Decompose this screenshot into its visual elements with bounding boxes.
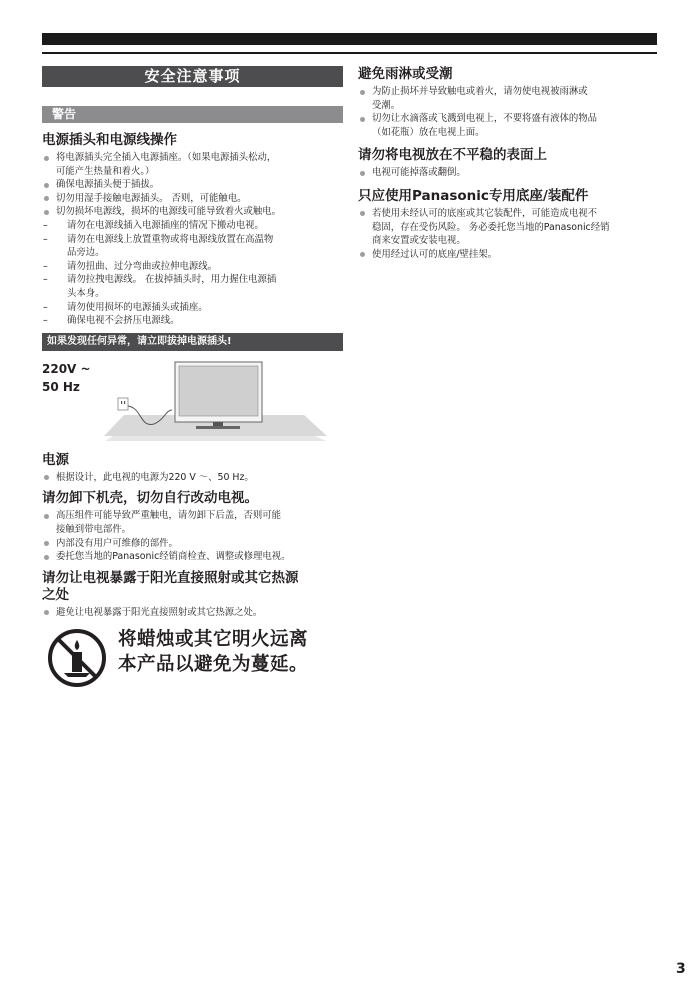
tv-outlet-illustration bbox=[42, 360, 343, 444]
continuation-line: 接触到带电部件。 bbox=[56, 523, 132, 535]
continuation-line: 商来安置或安装电视。 bbox=[372, 235, 466, 247]
page-number: 3 bbox=[676, 961, 686, 977]
bullet-item: 将电源插头完全插入电源插座。（如果电源插头松动， bbox=[42, 151, 343, 165]
continuation-line: 受潮。 bbox=[372, 99, 401, 111]
power-figure bbox=[42, 360, 343, 444]
continuation-line: 可能产生热量和着火。） bbox=[56, 165, 155, 177]
warning-label: 警告 bbox=[42, 106, 343, 123]
unplug-notice: 如果发现任何异常，请立即拔掉电源插头! bbox=[42, 333, 343, 351]
frequency-value: 50 Hz bbox=[42, 379, 80, 394]
dash-item: – 请勿在电源线插入电源插座的情况下搬动电视。 bbox=[42, 219, 343, 233]
voltage-value: 220V ~ bbox=[42, 361, 91, 376]
dash-item: – 请勿拉拽电源线。 在拔掉插头时，用力握住电源插 bbox=[42, 273, 343, 287]
fire-warning-line2: 本产品以避免为蔓延。 bbox=[118, 654, 309, 676]
stand-heading: 只应使用Panasonic专用底座/装配件 bbox=[358, 187, 589, 204]
bullet-item: 切勿用湿手接触电源插头。 否则，可能触电。 bbox=[42, 192, 343, 206]
sun-list bbox=[42, 606, 343, 620]
plug-list bbox=[42, 151, 343, 328]
sun-heading bbox=[42, 570, 343, 604]
dash-item: – 请勿在电源线上放置重物或将电源线放置在高温物 bbox=[42, 233, 343, 247]
bullet-item: 切勿让水滴落或飞溅到电视上，不要将盛有液体的物品 bbox=[358, 112, 658, 126]
fire-warning bbox=[42, 627, 343, 687]
fire-warning-text bbox=[118, 627, 308, 677]
rain-heading: 避免雨淋或受潮 bbox=[358, 66, 453, 82]
bullet-item: 避免让电视暴露于阳光直接照射或其它热源之处。 bbox=[42, 606, 343, 620]
fire-warning-line1: 将蜡烛或其它明火远离 bbox=[118, 629, 309, 651]
left-column bbox=[42, 66, 343, 687]
continuation-line: 头本身。 bbox=[67, 287, 105, 299]
section-title: 安全注意事项 bbox=[42, 66, 343, 87]
dash-item: – 请勿使用损坏的电源插头或插座。 bbox=[42, 301, 343, 315]
uneven-heading: 请勿将电视放在不平稳的表面上 bbox=[358, 147, 547, 164]
plug-heading: 电源插头和电源线操作 bbox=[42, 132, 177, 148]
continuation-line: （如花瓶）放在电视上面。 bbox=[372, 126, 485, 138]
uneven-list bbox=[358, 166, 658, 180]
bullet-item: 使用经过认可的底座/壁挂架。 bbox=[358, 248, 658, 262]
sun-heading-line2: 之处 bbox=[42, 586, 69, 603]
bullet-item: 根据设计，此电视的电源为220 V ～、50 Hz。 bbox=[42, 471, 343, 485]
power-list bbox=[42, 471, 343, 485]
bullet-item: 切勿损坏电源线，损坏的电源线可能导致着火或触电。 bbox=[42, 205, 343, 219]
rain-list bbox=[358, 85, 658, 139]
bullet-item: 内部没有用户可维修的部件。 bbox=[42, 537, 343, 551]
header-rule bbox=[42, 52, 657, 54]
no-candle-icon bbox=[46, 627, 108, 689]
continuation-line: 稳固，存在受伤风险。 务必委托您当地的Panasonic经销 bbox=[372, 221, 610, 233]
power-heading: 电源 bbox=[42, 451, 69, 468]
right-column bbox=[358, 66, 658, 261]
bullet-item: 确保电源插头便于插拔。 bbox=[42, 178, 343, 192]
continuation-line: 品旁边。 bbox=[67, 247, 105, 259]
header-bar bbox=[42, 33, 657, 45]
bullet-item: 委托您当地的Panasonic经销商检查、调整或修理电视。 bbox=[42, 550, 343, 564]
bullet-item: 电视可能掉落或翻倒。 bbox=[358, 166, 658, 180]
cover-list bbox=[42, 509, 343, 563]
stand-list bbox=[358, 207, 658, 261]
sun-heading-line1: 请勿让电视暴露于阳光直接照射或其它热源 bbox=[42, 569, 299, 586]
cover-heading: 请勿卸下机壳，切勿自行改动电视。 bbox=[42, 490, 258, 507]
bullet-item: 若使用未经认可的底座或其它装配件，可能造成电视不 bbox=[358, 207, 658, 221]
bullet-item: 为防止损坏并导致触电或着火，请勿使电视被雨淋或 bbox=[358, 85, 658, 99]
bullet-item: 高压组件可能导致严重触电，请勿卸下后盖，否则可能 bbox=[42, 509, 343, 523]
outlet-icon bbox=[118, 398, 128, 410]
dash-item: – 确保电视不会挤压电源线。 bbox=[42, 314, 343, 328]
dash-item: – 请勿扭曲、过分弯曲或拉伸电源线。 bbox=[42, 260, 343, 274]
tv-icon bbox=[175, 362, 262, 429]
